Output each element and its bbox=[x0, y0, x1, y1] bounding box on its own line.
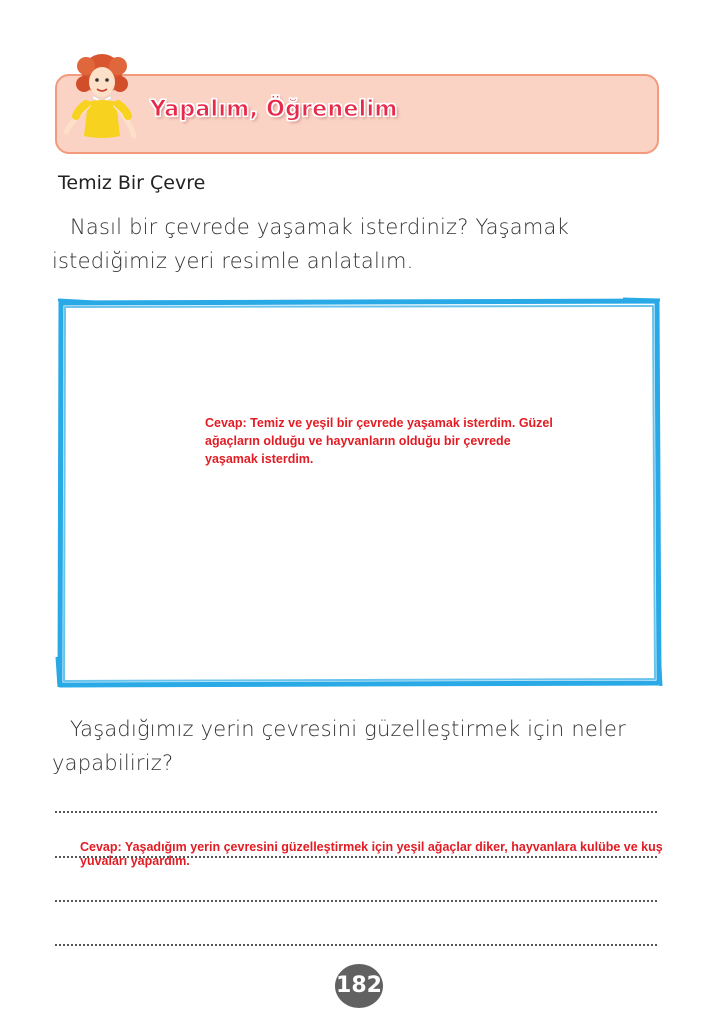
question-1-text: Nasıl bir çevrede yaşamak isterdiniz? Yaşamak istediğimiz yeri resimle anlatalım. bbox=[52, 215, 569, 273]
answer-2: Cevap: Yaşadığım yerin çevresini güzelleştirmek için yeşil ağaçlar diker, hayvanlara kulübe ve kuş yuvaları yapardım. bbox=[80, 840, 663, 868]
answer-line-1[interactable] bbox=[55, 811, 657, 813]
answer-1: Cevap: Temiz ve yeşil bir çevrede yaşamak isterdim. Güzel ağaçların olduğu ve hayvanların olduğu bir çevrede yaşamak isterdim. bbox=[205, 416, 553, 466]
question-2-text: Yaşadığımız yerin çevresini güzelleştirmek için neler yapabiliriz? bbox=[52, 717, 626, 775]
drawing-frame bbox=[55, 297, 663, 689]
question-2 bbox=[52, 712, 662, 780]
answer-line-4[interactable] bbox=[55, 944, 657, 946]
page-number: 182 bbox=[335, 964, 383, 1008]
question-1 bbox=[52, 210, 652, 278]
section-title: Temiz Bir Çevre bbox=[58, 172, 206, 194]
girl-mascot-icon bbox=[60, 52, 140, 152]
answer-line-3[interactable] bbox=[55, 900, 657, 902]
banner-title: Yapalım, Öğrenelim bbox=[150, 97, 398, 122]
